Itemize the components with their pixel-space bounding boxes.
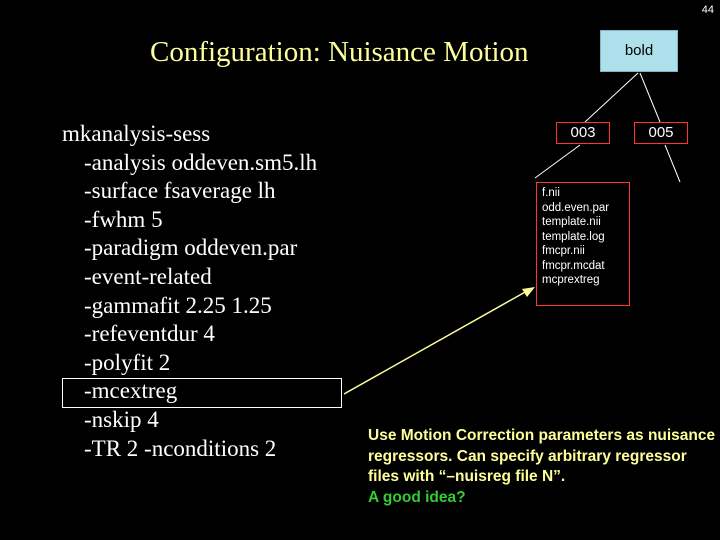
- command-option: -refeventdur 4: [84, 321, 215, 347]
- command-option: -event-related: [84, 263, 212, 289]
- description-body: Use Motion Correction parameters as nuisance regressors. Can specify arbitrary regressor files with “–nuisreg file N”.: [368, 427, 716, 486]
- file-item: f.nii: [542, 187, 560, 199]
- file-list-box: [536, 182, 630, 306]
- connector-005-more: [665, 145, 680, 182]
- command-option: -nskip 4: [84, 406, 159, 432]
- command-option: -fwhm 5: [84, 206, 163, 232]
- command-option: -polyfit 2: [84, 349, 171, 375]
- description-text: [368, 426, 718, 508]
- connector-003-files: [535, 145, 580, 178]
- file-item: fmcpr.nii: [542, 245, 585, 257]
- command-option: -TR 2 -nconditions 2: [84, 435, 277, 461]
- command-option: -surface fsaverage lh: [84, 178, 276, 204]
- arrow-head: [522, 287, 535, 297]
- slide-title: Configuration: Nuisance Motion: [150, 36, 529, 68]
- run-005-box: 005: [634, 122, 688, 144]
- arrow-shaft: [344, 291, 527, 394]
- command-name: mkanalysis-sess: [62, 121, 211, 146]
- file-item: template.nii: [542, 216, 601, 228]
- highlighted-command-option: -mcextreg: [84, 378, 178, 404]
- command-option: -gammafit 2.25 1.25: [84, 292, 272, 318]
- slide-number: 44: [701, 4, 714, 16]
- file-item: template.log: [542, 230, 605, 243]
- connector-bold-003: [585, 73, 638, 122]
- command-option: -paradigm oddeven.par: [84, 235, 298, 261]
- file-item: odd.even.par: [542, 201, 610, 214]
- file-item: fmcpr.mcdat: [542, 259, 605, 272]
- run-003-box: 003: [556, 122, 610, 144]
- command-option: -analysis oddeven.sm5.lh: [84, 149, 318, 175]
- description-emphasis: A good idea?: [368, 488, 466, 506]
- file-item: mcprextreg: [542, 274, 600, 286]
- connector-bold-005: [640, 73, 660, 122]
- bold-directory-box: bold: [600, 30, 678, 72]
